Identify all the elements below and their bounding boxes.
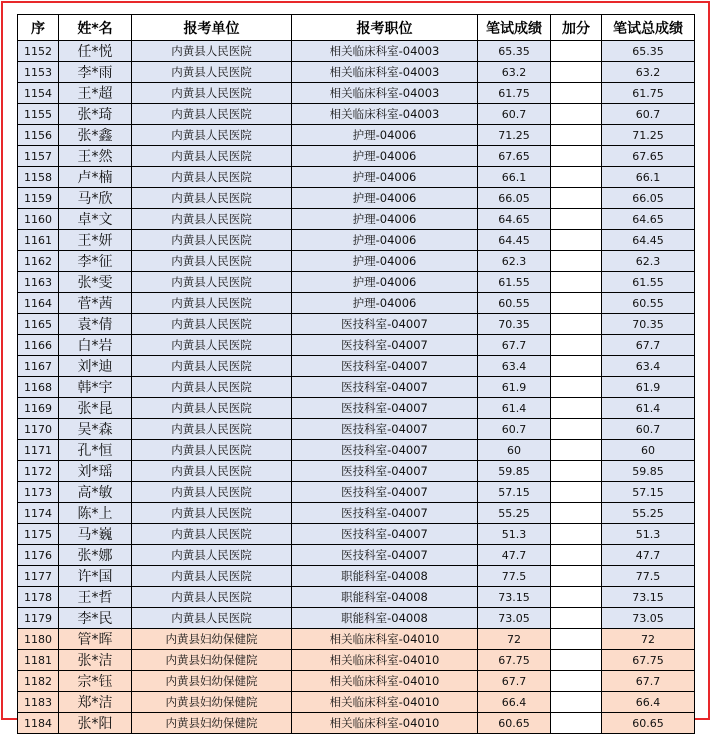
cell-unit: 内黄县人民医院 [132,398,292,419]
cell-bonus [551,419,602,440]
cell-name: 郑*洁 [59,692,132,713]
cell-position: 医技科室-04007 [292,335,478,356]
cell-bonus [551,377,602,398]
cell-seq: 1175 [18,524,59,545]
cell-written-score: 60 [478,440,551,461]
score-table [17,14,695,734]
cell-written-score: 64.65 [478,209,551,230]
cell-unit: 内黄县人民医院 [132,41,292,62]
cell-unit: 内黄县人民医院 [132,356,292,377]
cell-total-score: 60.65 [602,713,695,734]
cell-name: 张*洁 [59,650,132,671]
cell-name: 李*民 [59,608,132,629]
cell-seq: 1172 [18,461,59,482]
cell-total-score: 51.3 [602,524,695,545]
cell-written-score: 72 [478,629,551,650]
cell-unit: 内黄县人民医院 [132,503,292,524]
header-total-score: 笔试总成绩 [602,15,695,41]
cell-unit: 内黄县人民医院 [132,272,292,293]
table-row [18,146,695,167]
cell-seq: 1184 [18,713,59,734]
cell-seq: 1159 [18,188,59,209]
cell-written-score: 57.15 [478,482,551,503]
cell-seq: 1161 [18,230,59,251]
cell-seq: 1174 [18,503,59,524]
cell-bonus [551,188,602,209]
header-bonus: 加分 [551,15,602,41]
table-row [18,650,695,671]
cell-total-score: 67.7 [602,671,695,692]
cell-name: 刘*瑶 [59,461,132,482]
cell-name: 张*鑫 [59,125,132,146]
cell-unit: 内黄县人民医院 [132,314,292,335]
cell-bonus [551,608,602,629]
cell-name: 张*昆 [59,398,132,419]
cell-seq: 1163 [18,272,59,293]
cell-position: 相关临床科室-04010 [292,713,478,734]
cell-position: 职能科室-04008 [292,566,478,587]
cell-written-score: 67.75 [478,650,551,671]
cell-name: 卓*文 [59,209,132,230]
cell-bonus [551,440,602,461]
table-row [18,545,695,566]
cell-seq: 1183 [18,692,59,713]
cell-total-score: 66.1 [602,167,695,188]
cell-unit: 内黄县人民医院 [132,293,292,314]
table-row [18,608,695,629]
cell-bonus [551,314,602,335]
table-row [18,419,695,440]
cell-position: 医技科室-04007 [292,461,478,482]
table-row [18,62,695,83]
cell-name: 李*征 [59,251,132,272]
cell-name: 白*岩 [59,335,132,356]
cell-name: 高*敏 [59,482,132,503]
cell-written-score: 67.7 [478,335,551,356]
cell-written-score: 63.4 [478,356,551,377]
cell-name: 张*雯 [59,272,132,293]
table-row [18,398,695,419]
cell-position: 医技科室-04007 [292,503,478,524]
cell-seq: 1181 [18,650,59,671]
table-row [18,167,695,188]
table-row [18,209,695,230]
cell-bonus [551,482,602,503]
cell-total-score: 67.75 [602,650,695,671]
cell-total-score: 64.65 [602,209,695,230]
cell-unit: 内黄县人民医院 [132,146,292,167]
cell-unit: 内黄县妇幼保健院 [132,671,292,692]
cell-total-score: 73.15 [602,587,695,608]
cell-seq: 1162 [18,251,59,272]
cell-name: 刘*迪 [59,356,132,377]
cell-bonus [551,398,602,419]
cell-unit: 内黄县人民医院 [132,230,292,251]
table-row [18,629,695,650]
cell-position: 护理-04006 [292,188,478,209]
table-row [18,188,695,209]
cell-position: 相关临床科室-04010 [292,671,478,692]
cell-unit: 内黄县人民医院 [132,545,292,566]
table-row [18,83,695,104]
table-row [18,272,695,293]
cell-total-score: 77.5 [602,566,695,587]
cell-position: 护理-04006 [292,167,478,188]
cell-seq: 1170 [18,419,59,440]
cell-total-score: 57.15 [602,482,695,503]
cell-name: 马*巍 [59,524,132,545]
cell-written-score: 66.4 [478,692,551,713]
cell-name: 宗*钰 [59,671,132,692]
cell-written-score: 60.65 [478,713,551,734]
table-row [18,41,695,62]
cell-written-score: 55.25 [478,503,551,524]
cell-name: 王*然 [59,146,132,167]
table-row [18,566,695,587]
cell-bonus [551,293,602,314]
cell-seq: 1180 [18,629,59,650]
cell-bonus [551,335,602,356]
cell-bonus [551,62,602,83]
cell-position: 相关临床科室-04010 [292,629,478,650]
cell-name: 马*欣 [59,188,132,209]
cell-unit: 内黄县人民医院 [132,461,292,482]
cell-name: 菅*茜 [59,293,132,314]
cell-bonus [551,356,602,377]
cell-written-score: 66.1 [478,167,551,188]
cell-total-score: 66.05 [602,188,695,209]
cell-written-score: 51.3 [478,524,551,545]
table-row [18,356,695,377]
cell-seq: 1179 [18,608,59,629]
cell-seq: 1177 [18,566,59,587]
cell-name: 孔*恒 [59,440,132,461]
cell-seq: 1157 [18,146,59,167]
cell-name: 陈*上 [59,503,132,524]
cell-seq: 1154 [18,83,59,104]
cell-name: 许*国 [59,566,132,587]
cell-total-score: 60.7 [602,104,695,125]
cell-seq: 1167 [18,356,59,377]
table-row [18,671,695,692]
cell-written-score: 70.35 [478,314,551,335]
table-row [18,314,695,335]
cell-position: 护理-04006 [292,125,478,146]
cell-name: 韩*宇 [59,377,132,398]
table-row [18,125,695,146]
cell-unit: 内黄县人民医院 [132,587,292,608]
cell-seq: 1178 [18,587,59,608]
cell-written-score: 65.35 [478,41,551,62]
cell-position: 医技科室-04007 [292,314,478,335]
cell-name: 张*阳 [59,713,132,734]
cell-seq: 1153 [18,62,59,83]
cell-position: 护理-04006 [292,251,478,272]
cell-total-score: 70.35 [602,314,695,335]
cell-seq: 1152 [18,41,59,62]
cell-bonus [551,524,602,545]
cell-seq: 1168 [18,377,59,398]
cell-total-score: 64.45 [602,230,695,251]
cell-total-score: 61.4 [602,398,695,419]
cell-unit: 内黄县人民医院 [132,608,292,629]
cell-total-score: 67.7 [602,335,695,356]
cell-position: 职能科室-04008 [292,587,478,608]
cell-position: 相关临床科室-04003 [292,83,478,104]
cell-total-score: 61.9 [602,377,695,398]
cell-name: 吴*森 [59,419,132,440]
cell-name: 任*悦 [59,41,132,62]
cell-position: 相关临床科室-04003 [292,41,478,62]
cell-bonus [551,461,602,482]
cell-unit: 内黄县人民医院 [132,167,292,188]
cell-written-score: 60.7 [478,104,551,125]
table-row [18,293,695,314]
cell-unit: 内黄县人民医院 [132,125,292,146]
cell-total-score: 63.4 [602,356,695,377]
cell-seq: 1156 [18,125,59,146]
cell-unit: 内黄县人民医院 [132,335,292,356]
cell-written-score: 66.05 [478,188,551,209]
table-row [18,524,695,545]
cell-unit: 内黄县人民医院 [132,83,292,104]
cell-seq: 1164 [18,293,59,314]
cell-written-score: 77.5 [478,566,551,587]
cell-bonus [551,671,602,692]
cell-total-score: 55.25 [602,503,695,524]
cell-seq: 1171 [18,440,59,461]
cell-seq: 1182 [18,671,59,692]
cell-unit: 内黄县人民医院 [132,440,292,461]
cell-unit: 内黄县人民医院 [132,104,292,125]
cell-bonus [551,692,602,713]
cell-bonus [551,41,602,62]
cell-bonus [551,713,602,734]
cell-bonus [551,566,602,587]
header-position: 报考职位 [292,15,478,41]
cell-name: 王*哲 [59,587,132,608]
cell-total-score: 67.65 [602,146,695,167]
cell-name: 袁*倩 [59,314,132,335]
cell-written-score: 67.65 [478,146,551,167]
table-row [18,503,695,524]
cell-bonus [551,230,602,251]
table-row [18,692,695,713]
cell-bonus [551,650,602,671]
cell-written-score: 61.4 [478,398,551,419]
header-row [18,15,695,41]
cell-bonus [551,251,602,272]
table-row [18,713,695,734]
cell-written-score: 63.2 [478,62,551,83]
cell-position: 相关临床科室-04003 [292,104,478,125]
cell-position: 职能科室-04008 [292,608,478,629]
cell-total-score: 59.85 [602,461,695,482]
table-row [18,482,695,503]
cell-position: 相关临床科室-04003 [292,62,478,83]
header-name: 姓*名 [59,15,132,41]
cell-position: 医技科室-04007 [292,356,478,377]
cell-bonus [551,629,602,650]
cell-written-score: 71.25 [478,125,551,146]
cell-written-score: 47.7 [478,545,551,566]
cell-written-score: 61.9 [478,377,551,398]
cell-unit: 内黄县人民医院 [132,251,292,272]
cell-name: 王*妍 [59,230,132,251]
cell-bonus [551,272,602,293]
header-seq: 序 [18,15,59,41]
cell-written-score: 62.3 [478,251,551,272]
cell-unit: 内黄县妇幼保健院 [132,650,292,671]
cell-seq: 1155 [18,104,59,125]
cell-bonus [551,104,602,125]
cell-bonus [551,545,602,566]
cell-bonus [551,209,602,230]
cell-unit: 内黄县人民医院 [132,209,292,230]
cell-unit: 内黄县妇幼保健院 [132,713,292,734]
cell-unit: 内黄县人民医院 [132,566,292,587]
cell-written-score: 64.45 [478,230,551,251]
table-row [18,335,695,356]
cell-name: 王*超 [59,83,132,104]
cell-total-score: 72 [602,629,695,650]
table-row [18,440,695,461]
cell-seq: 1173 [18,482,59,503]
cell-total-score: 62.3 [602,251,695,272]
cell-name: 张*琦 [59,104,132,125]
table-row [18,230,695,251]
cell-total-score: 60 [602,440,695,461]
cell-written-score: 59.85 [478,461,551,482]
cell-total-score: 47.7 [602,545,695,566]
cell-seq: 1160 [18,209,59,230]
cell-total-score: 60.7 [602,419,695,440]
cell-position: 护理-04006 [292,230,478,251]
cell-total-score: 73.05 [602,608,695,629]
cell-name: 管*晖 [59,629,132,650]
table-row [18,251,695,272]
cell-seq: 1165 [18,314,59,335]
cell-position: 护理-04006 [292,293,478,314]
cell-position: 医技科室-04007 [292,398,478,419]
table-row [18,377,695,398]
cell-unit: 内黄县人民医院 [132,482,292,503]
cell-written-score: 60.7 [478,419,551,440]
cell-bonus [551,146,602,167]
cell-written-score: 73.15 [478,587,551,608]
cell-name: 李*雨 [59,62,132,83]
cell-written-score: 60.55 [478,293,551,314]
cell-position: 医技科室-04007 [292,545,478,566]
cell-unit: 内黄县妇幼保健院 [132,692,292,713]
cell-position: 医技科室-04007 [292,377,478,398]
cell-name: 张*娜 [59,545,132,566]
cell-written-score: 73.05 [478,608,551,629]
cell-position: 相关临床科室-04010 [292,692,478,713]
cell-position: 医技科室-04007 [292,482,478,503]
table-row [18,587,695,608]
cell-total-score: 61.55 [602,272,695,293]
cell-total-score: 63.2 [602,62,695,83]
cell-position: 护理-04006 [292,209,478,230]
cell-total-score: 71.25 [602,125,695,146]
cell-written-score: 67.7 [478,671,551,692]
header-written-score: 笔试成绩 [478,15,551,41]
cell-bonus [551,503,602,524]
cell-seq: 1169 [18,398,59,419]
cell-seq: 1166 [18,335,59,356]
cell-total-score: 61.75 [602,83,695,104]
cell-bonus [551,125,602,146]
cell-unit: 内黄县人民医院 [132,524,292,545]
cell-bonus [551,83,602,104]
cell-position: 相关临床科室-04010 [292,650,478,671]
cell-position: 医技科室-04007 [292,419,478,440]
cell-unit: 内黄县人民医院 [132,188,292,209]
cell-name: 卢*楠 [59,167,132,188]
cell-unit: 内黄县妇幼保健院 [132,629,292,650]
cell-seq: 1158 [18,167,59,188]
cell-position: 护理-04006 [292,146,478,167]
cell-bonus [551,587,602,608]
cell-unit: 内黄县人民医院 [132,62,292,83]
cell-total-score: 66.4 [602,692,695,713]
cell-written-score: 61.55 [478,272,551,293]
cell-seq: 1176 [18,545,59,566]
cell-unit: 内黄县人民医院 [132,377,292,398]
cell-total-score: 65.35 [602,41,695,62]
cell-position: 护理-04006 [292,272,478,293]
cell-written-score: 61.75 [478,83,551,104]
cell-total-score: 60.55 [602,293,695,314]
cell-position: 医技科室-04007 [292,524,478,545]
table-row [18,461,695,482]
cell-position: 医技科室-04007 [292,440,478,461]
cell-bonus [551,167,602,188]
cell-unit: 内黄县人民医院 [132,419,292,440]
table-row [18,104,695,125]
header-unit: 报考单位 [132,15,292,41]
